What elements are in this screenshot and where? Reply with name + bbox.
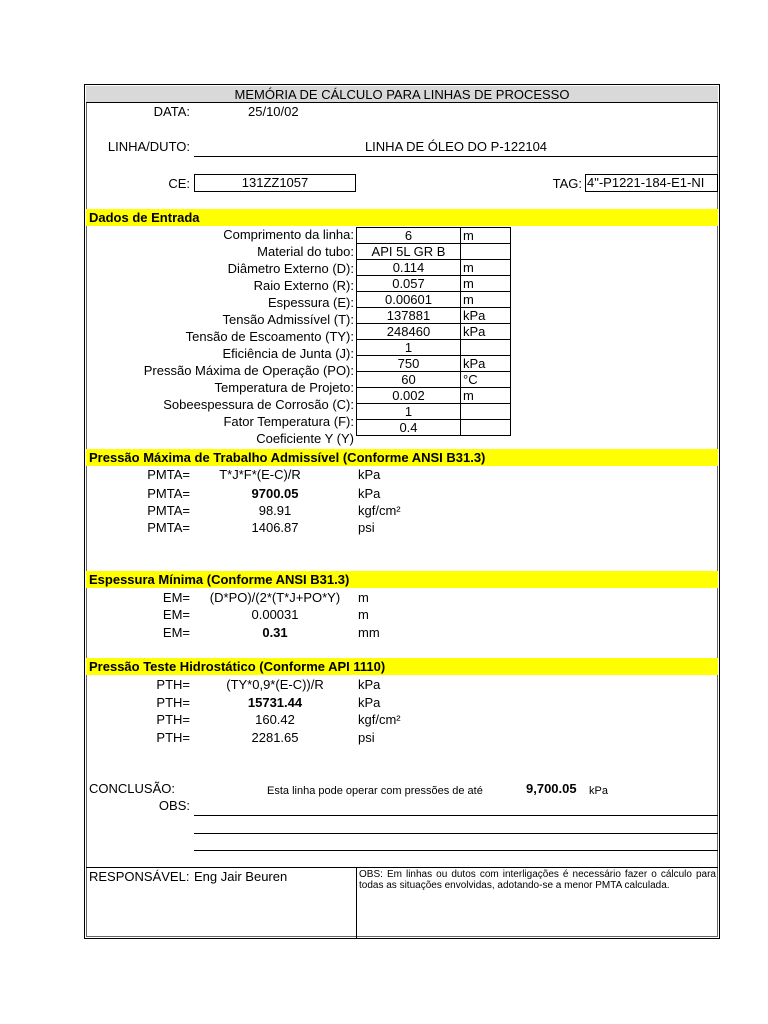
pth-unit: kgf/cm² [358,712,401,727]
obs-label: OBS: [158,798,190,813]
input-table [356,227,511,436]
section-pmta: Pressão Máxima de Trabalho Admissível (Conforme ANSI B31.3) [86,449,718,466]
pmta-unit: kPa [358,467,381,482]
input-unit-cell [461,340,511,356]
pmta-label: PMTA= [147,520,190,535]
pmta-formula: T*J*F*(E-C)/R [219,467,301,482]
pth-unit: psi [358,730,375,745]
pmta-value-psi: 1406.87 [251,520,299,535]
input-value-cell[interactable]: 750 [357,356,461,372]
table-row [357,356,511,372]
input-label: Raio Externo (R): [253,278,354,293]
input-value-cell[interactable]: 60 [357,372,461,388]
input-unit-cell: m [461,260,511,276]
table-row [357,228,511,244]
pth-value-psi: 2281.65 [251,730,299,745]
input-label: Temperatura de Projeto: [214,380,354,395]
em-value-m: 0.00031 [251,607,299,622]
input-unit-cell [461,404,511,420]
pmta-unit: psi [358,520,375,535]
input-label: Coeficiente Y (Y) [256,431,354,446]
input-unit-cell: m [461,228,511,244]
conclusao-unit: kPa [589,785,608,797]
table-row [357,340,511,356]
em-unit: m [358,590,369,605]
section-pth: Pressão Teste Hidrostático (Conforme API 1110) [86,658,718,675]
input-label: Eficiência de Junta (J): [222,346,354,361]
section-dados-entrada: Dados de Entrada [86,209,718,226]
obs-line[interactable] [194,815,718,816]
pth-label: PTH= [156,712,190,727]
input-unit-cell: kPa [461,308,511,324]
table-row [357,324,511,340]
input-unit-cell: kPa [461,356,511,372]
obs-line[interactable] [194,833,718,834]
table-row [357,244,511,260]
input-label: Pressão Máxima de Operação (PO): [143,363,354,378]
table-row [357,404,511,420]
em-unit: m [358,607,369,622]
input-value-cell[interactable]: 248460 [357,324,461,340]
table-row [357,292,511,308]
table-row [357,372,511,388]
input-value-cell[interactable]: API 5L GR B [357,244,461,260]
responsavel-value: Eng Jair Beuren [194,869,288,884]
pmta-unit: kPa [358,486,381,501]
em-formula: (D*PO)/(2*(T*J+PO*Y) [209,590,341,605]
input-unit-cell: m [461,276,511,292]
input-value-cell[interactable]: 0.114 [357,260,461,276]
input-unit-cell: kPa [461,324,511,340]
input-unit-cell [461,420,511,436]
conclusao-label: CONCLUSÃO: [89,781,175,796]
pth-formula: (TY*0,9*(E-C))/R [226,677,324,692]
linha-label: LINHA/DUTO: [107,139,190,154]
input-label: Fator Temperatura (F): [223,414,354,429]
tag-label: TAG: [552,176,582,191]
table-row [357,420,511,436]
table-row [357,308,511,324]
input-value-cell[interactable]: 6 [357,228,461,244]
conclusao-text: Esta linha pode operar com pressões de até [267,785,483,797]
input-label: Sobeespessura de Corrosão (C): [163,397,354,412]
input-value-cell[interactable]: 0.4 [357,420,461,436]
em-label: EM= [162,590,190,605]
input-unit-cell: m [461,292,511,308]
input-unit-cell: °C [461,372,511,388]
input-label: Espessura (E): [268,295,354,310]
input-value-cell[interactable]: 0.002 [357,388,461,404]
pmta-value-kgf: 98.91 [258,503,292,518]
table-row [357,276,511,292]
responsavel-label: RESPONSÁVEL: [89,869,190,884]
input-value-cell[interactable]: 1 [357,340,461,356]
pmta-unit: kgf/cm² [358,503,401,518]
em-label: EM= [162,625,190,640]
linha-value: LINHA DE ÓLEO DO P-122104 [194,139,718,157]
input-label: Tensão de Escoamento (TY): [185,329,354,344]
pmta-label: PMTA= [147,486,190,501]
em-unit: mm [358,625,380,640]
tag-value: 4"-P1221-184-E1-NI [585,174,718,192]
table-row [357,388,511,404]
em-label: EM= [162,607,190,622]
input-value-cell[interactable]: 1 [357,404,461,420]
input-label: Diâmetro Externo (D): [227,261,354,276]
input-value-cell[interactable]: 137881 [357,308,461,324]
ce-value: 131ZZ1057 [194,174,356,192]
input-unit-cell [461,244,511,260]
data-value: 25/10/02 [248,104,299,119]
input-label: Tensão Admissível (T): [222,312,354,327]
pmta-label: PMTA= [147,467,190,482]
ce-label: CE: [168,176,190,191]
table-row [357,260,511,276]
input-unit-cell: m [461,388,511,404]
pth-value-kgf: 160.42 [255,712,295,727]
pth-label: PTH= [156,677,190,692]
pmta-label: PMTA= [147,503,190,518]
pth-value-kpa: 15731.44 [247,695,303,710]
section-espessura: Espessura Mínima (Conforme ANSI B31.3) [86,571,718,588]
input-value-cell[interactable]: 0.057 [357,276,461,292]
pth-label: PTH= [156,730,190,745]
em-value-mm: 0.31 [262,625,288,640]
page-title: MEMÓRIA DE CÁLCULO PARA LINHAS DE PROCESSO [86,86,718,103]
pmta-value-kpa: 9700.05 [251,486,299,501]
obs-line[interactable] [194,850,718,851]
pth-label: PTH= [156,695,190,710]
conclusao-value: 9,700.05 [526,781,577,796]
input-value-cell[interactable]: 0.00601 [357,292,461,308]
pth-unit: kPa [358,695,381,710]
obs-note: OBS: Em linhas ou dutos com interligações é necessário fazer o cálculo para todas as situações envolvidas, adotando-se a menor PMTA calculada. [356,868,718,938]
data-label: DATA: [153,104,190,119]
input-label: Comprimento da linha: [223,227,354,242]
pth-unit: kPa [358,677,381,692]
input-label: Material do tubo: [257,244,354,259]
